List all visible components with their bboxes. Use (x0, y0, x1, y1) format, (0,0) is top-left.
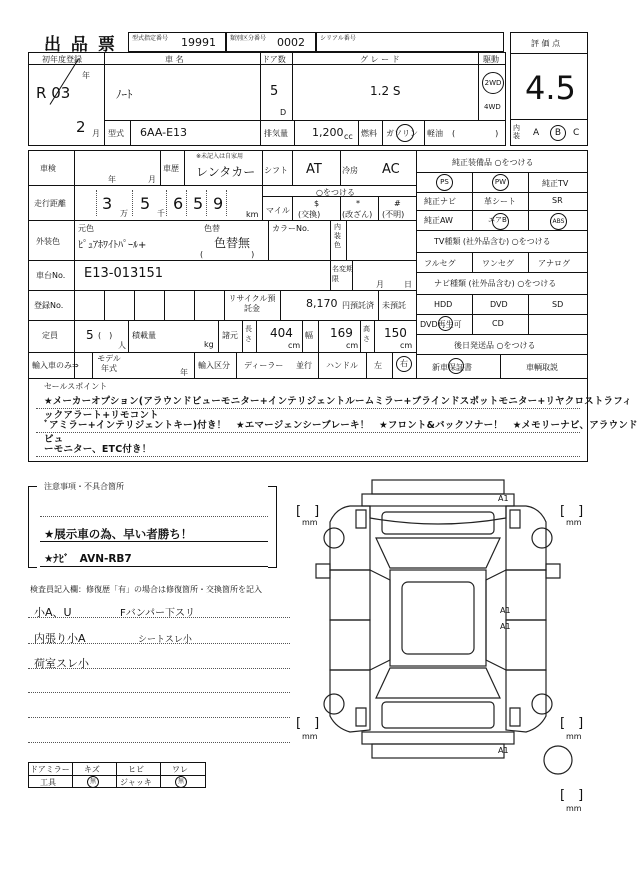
grade-value: 1.2 S (370, 84, 401, 98)
legend-scratch: キズ (84, 765, 100, 774)
fuel-diesel: 軽油 (427, 129, 443, 138)
tread-unit-spare: mm (566, 804, 582, 813)
mileage-digit-4: 5 (193, 194, 204, 213)
sales-points-label: セールスポイント (44, 382, 108, 391)
equip-navi: 純正ナビ (424, 197, 456, 206)
tread-unit-fl: mm (302, 518, 318, 527)
car-name-label: 車 名 (165, 55, 184, 64)
length-label: 長さ (245, 325, 252, 343)
navi-dvd-playback-circle (438, 316, 453, 331)
dims-label: 諸元 (222, 331, 238, 340)
grade-label: グ レ ー ド (360, 55, 400, 64)
type-designation-label: 型式指定番号 (132, 35, 169, 42)
capacity-paren: ( ) (98, 331, 113, 340)
tv-fullseg: フルセグ (424, 259, 456, 268)
color-no-label: カラーNo. (272, 224, 310, 233)
doors-label: ドア数 (262, 55, 286, 64)
mileage-unit-sen: 千 (157, 209, 165, 218)
height-label: 高さ (363, 325, 370, 343)
category-box (226, 32, 316, 52)
unpaid-label: 未預託 (382, 301, 406, 310)
inspector-line-1a: 小A、U (34, 606, 72, 619)
interior-label: 内装 (513, 124, 520, 140)
drive-2wd-circled: 2WD (482, 72, 504, 94)
shift-label: シフト (264, 166, 288, 175)
mileage-digit-5: 9 (213, 194, 224, 213)
displacement-unit: cc (344, 132, 353, 141)
equip-pw: PW (492, 174, 509, 191)
dealer-label: ディーラー (244, 361, 284, 370)
shaken-year-unit: 年 (108, 175, 116, 184)
grade-score-value: 4.5 (525, 69, 576, 107)
color-label: 外装色 (36, 237, 60, 246)
right-handle-circled: 右 (396, 356, 412, 372)
legend-tool: 工具 (40, 778, 56, 787)
grade-score-box (510, 32, 588, 146)
category-value: 0002 (277, 36, 305, 49)
sales-point-line-1: ★メーカーオプション(アラウンドビューモニター+インテリジェントルームミラー+ブラインドスポットモニター+リヤクロストラフィックアラート+リモコント (44, 396, 632, 421)
legend-jack: ジャッキ (120, 778, 152, 787)
legend-tool-value: 無 (87, 776, 99, 788)
import-label: 輸入車のみ⇒ (32, 361, 79, 370)
width-label: 幅 (305, 331, 313, 340)
tv-title: TV種類 (社外品含む) ○をつける (434, 237, 551, 246)
serial-box (316, 32, 504, 52)
tread-unit-rr: mm (566, 732, 582, 741)
tread-bracket-front-left: [ ] (296, 504, 320, 519)
model-year-unit: 年 (180, 368, 188, 377)
mileage-circle-note: ○をつける (316, 188, 355, 197)
shaken-month-unit: 月 (148, 175, 156, 184)
mileage-digit-2: 5 (140, 194, 151, 213)
car-damage-diagram (290, 470, 590, 810)
sales-point-line-3: ーモニター、ETC付き！ (44, 444, 152, 455)
page-title: 出 品 票 (44, 35, 117, 55)
tv-analog: アナログ (538, 259, 570, 268)
navi-title: ナビ種類 (社外品含む) ○をつける (434, 279, 557, 288)
equip-airbag-circle (492, 213, 509, 230)
navi-dvd-playback: DVD再生可 (420, 320, 462, 329)
unknown-label: (不明) (382, 210, 405, 219)
tamper-label: (改ざん) (342, 210, 373, 219)
inspector-line-3a: 荷室スレ小 (34, 657, 89, 670)
import-category-label: 輸入区分 (198, 361, 230, 370)
legend-door-mirror: ドアミラー (30, 765, 70, 774)
tread-bracket-front-right: [ ] (560, 504, 584, 519)
mileage-label: 走行距離 (34, 199, 66, 208)
navi-hdd: HDD (434, 300, 453, 309)
history-label: 車歴 (163, 164, 179, 173)
year-unit: 年 (82, 71, 90, 80)
tread-unit-rl: mm (302, 732, 318, 741)
length-value: 404 (270, 326, 293, 340)
capacity-value: 5 (86, 328, 94, 342)
month-unit: 月 (92, 129, 100, 138)
drive-label: 駆動 (483, 55, 499, 64)
model-year-label: モデル年式 (97, 354, 121, 373)
navi-dvd: DVD (490, 300, 508, 309)
inspector-line-2a: 内張り小A (34, 632, 86, 645)
height-unit: cm (400, 341, 413, 350)
fuel-gasoline-circle (396, 124, 414, 142)
grade-score-label: 評 価 点 (531, 39, 561, 48)
load-unit: kg (204, 340, 214, 349)
recycle-unit: 円預託済 (342, 301, 374, 310)
later-warranty: 新車保証書 (432, 363, 472, 372)
damage-mark-front-bumper: A1 (498, 494, 509, 503)
era-year-value: R 03 (36, 84, 71, 102)
first-reg-label: 初年度登録 (42, 55, 82, 64)
notes-line-2: ★ﾅﾋﾞ AVN-RB7 (44, 553, 132, 565)
load-label: 積載量 (132, 331, 156, 340)
notes-label: 注意事項・不具合箇所 (44, 482, 124, 491)
length-unit: cm (288, 341, 301, 350)
notes-line-1: ★展示車の為、早い者勝ち！ (44, 527, 193, 541)
model-label: 型式 (108, 129, 124, 138)
exchange-label: (交換) (298, 210, 321, 219)
fuel-label: 燃料 (361, 129, 377, 138)
later-title: 後日発送品 ○をつける (454, 341, 536, 350)
type-designation-value: 19991 (181, 36, 216, 49)
chassis-label: 車台No. (36, 271, 66, 280)
mileage-unit-man: 万 (120, 209, 128, 218)
fuel-gasoline: ガソリン (386, 129, 418, 138)
interior-c: C (573, 128, 580, 138)
equipment-title: 純正装備品 ○をつける (452, 158, 534, 167)
navi-cd: CD (492, 319, 504, 328)
type-designation-box (128, 32, 226, 52)
inspector-line-1b: Fバンパー下スリ (120, 608, 196, 619)
tamper-symbol: * (356, 199, 360, 208)
history-value: レンタカー (196, 165, 256, 179)
inspector-label: 検査員記入欄：修復歴「有」の場合は修復箇所・交換箇所を記入 (30, 585, 262, 594)
ac-label: 冷房 (342, 166, 358, 175)
paint-paren: ( ) (200, 250, 255, 259)
history-note: ※未記入は自家用 (196, 153, 244, 160)
unknown-symbol: # (394, 199, 401, 208)
equip-abs: ABS (550, 213, 567, 230)
parallel-label: 並行 (296, 361, 312, 370)
model-value: 6AA-E13 (140, 126, 188, 139)
equip-aw: 純正AW (424, 216, 453, 225)
mileage-digit-3: 6 (173, 194, 184, 213)
shaken-label: 車検 (40, 164, 56, 173)
handle-label: ハンドル (326, 361, 358, 370)
equip-sr: SR (552, 196, 563, 205)
drive-4wd: 4WD (484, 103, 501, 111)
first-reg-month-value: 2 (76, 118, 86, 136)
legend-break: ワレ (172, 765, 188, 774)
car-name-value: ﾉｰﾄ (116, 88, 133, 101)
registration-label: 登録No. (34, 301, 64, 310)
mileage-digit-1: 3 (102, 194, 113, 213)
tread-bracket-spare: [ ] (560, 788, 584, 803)
chassis-value: E13-013151 (84, 266, 164, 281)
exchange-symbol: $ (314, 199, 320, 208)
ac-value: AC (382, 162, 400, 177)
legend-crack: ヒビ (128, 765, 144, 774)
equip-leather: 革シート (484, 197, 516, 206)
damage-mark-front-right-2: A1 (500, 622, 511, 631)
displacement-value: 1,200 (312, 126, 344, 139)
expiry-label: 名変期限 (332, 265, 353, 283)
capacity-label: 定員 (42, 331, 58, 340)
later-manual: 車輌取説 (526, 363, 558, 372)
shift-value: AT (306, 162, 322, 177)
category-label: 類別区分番号 (230, 35, 267, 42)
serial-label: シリアル番号 (320, 35, 356, 42)
mileage-unit-km: km (246, 210, 259, 219)
doors-value: 5 (270, 84, 279, 99)
equip-airbag: エアB (488, 216, 507, 224)
legend-jack-value: 無 (175, 776, 187, 788)
equip-ps: PS (436, 174, 453, 191)
paint-value: 色替無 (214, 236, 251, 250)
doors-suffix: D (280, 108, 287, 117)
tv-oneseg: ワンセグ (482, 259, 514, 268)
tread-unit-fr: mm (566, 518, 582, 527)
interior-a: A (533, 128, 540, 138)
tread-bracket-rear-right: [ ] (560, 716, 584, 731)
expiry-month-unit: 月 (376, 280, 384, 289)
damage-mark-rear-bumper: A1 (498, 746, 509, 755)
recycle-label: リサイクル預託金 (228, 294, 276, 313)
inspector-line-2b: シートスレ小 (138, 635, 192, 645)
height-value: 150 (384, 326, 407, 340)
width-unit: cm (346, 341, 359, 350)
displacement-label: 排気量 (264, 129, 288, 138)
capacity-unit: 人 (118, 341, 126, 350)
fuel-other: ( ) (452, 129, 499, 138)
original-color-label: 元色 (78, 224, 94, 233)
interior-b-circled: B (550, 125, 566, 141)
later-warranty-circle (448, 358, 464, 374)
recycle-value: 8,170 (306, 297, 338, 310)
paint-label: 色替 (204, 224, 220, 233)
expiry-day-unit: 日 (404, 280, 412, 289)
damage-mark-front-right-1: A1 (500, 606, 511, 615)
equip-tv: 純正TV (542, 179, 569, 188)
width-value: 169 (330, 326, 353, 340)
navi-sd: SD (552, 300, 564, 309)
original-color-value: ﾋﾟｭｱﾎﾜｲﾄﾊﾟｰﾙ+ (78, 240, 147, 251)
mile-label: マイル (266, 206, 290, 215)
left-handle: 左 (374, 361, 382, 370)
sales-point-line-2: ﾞアミラー+インテリジェントキー)付き！ ★エマージェンシーブレーキ！ ★フロント&バックソナー！ ★メモリーナビ、アラウンドビュ (44, 420, 638, 445)
tread-bracket-rear-left: [ ] (296, 716, 320, 731)
interior-color-label: 内装色 (334, 223, 341, 249)
